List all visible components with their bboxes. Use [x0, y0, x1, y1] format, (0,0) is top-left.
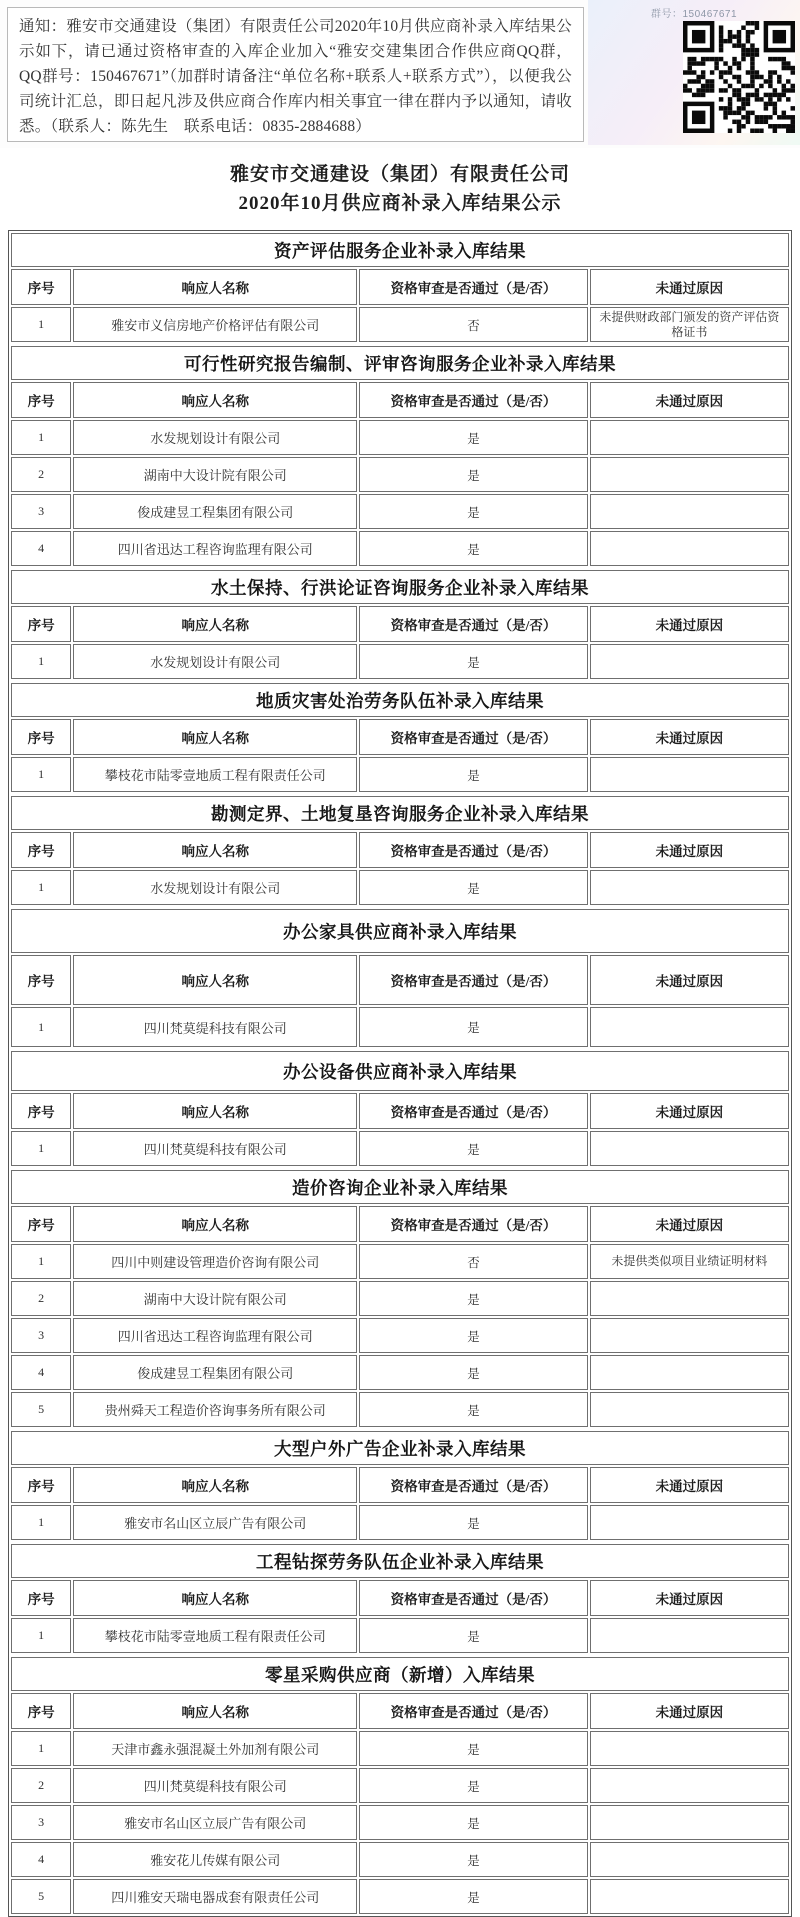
section-table — [9, 681, 791, 794]
column-header: 未通过原因 — [590, 1693, 789, 1729]
table-row — [11, 1842, 789, 1877]
row-index-cell: 5 — [11, 1879, 71, 1914]
fail-reason-cell — [590, 1131, 789, 1166]
row-index-cell: 3 — [11, 494, 71, 529]
company-name-cell: 四川雅安天瑞电器成套有限责任公司 — [73, 1879, 357, 1914]
column-header: 响应人名称 — [73, 606, 357, 642]
fail-reason-cell — [590, 1505, 789, 1540]
section-title: 大型户外广告企业补录入库结果 — [11, 1431, 789, 1465]
review-result-cell: 是 — [359, 531, 588, 566]
fail-reason-cell — [590, 494, 789, 529]
review-result-cell: 是 — [359, 1355, 588, 1390]
column-header: 资格审查是否通过（是/否） — [359, 832, 588, 868]
review-result-cell: 是 — [359, 457, 588, 492]
section-table — [9, 568, 791, 681]
section-table — [9, 1049, 791, 1168]
table-row — [11, 757, 789, 792]
qr-panel — [588, 0, 800, 145]
company-name-cell: 四川梵莫缇科技有限公司 — [73, 1131, 357, 1166]
column-header: 未通过原因 — [590, 1206, 789, 1242]
column-header: 资格审查是否通过（是/否） — [359, 1093, 588, 1129]
column-header: 未通过原因 — [590, 832, 789, 868]
row-index-cell: 2 — [11, 457, 71, 492]
table-row — [11, 1768, 789, 1803]
row-index-cell: 1 — [11, 1244, 71, 1279]
company-name-cell: 天津市鑫永强混凝土外加剂有限公司 — [73, 1731, 357, 1766]
company-name-cell: 湖南中大设计院有限公司 — [73, 1281, 357, 1316]
section-title: 工程钻探劳务队伍企业补录入库结果 — [11, 1544, 789, 1578]
review-result-cell: 是 — [359, 1805, 588, 1840]
column-header: 序号 — [11, 1467, 71, 1503]
row-index-cell: 1 — [11, 420, 71, 455]
column-header: 响应人名称 — [73, 382, 357, 418]
column-header: 序号 — [11, 606, 71, 642]
column-header: 序号 — [11, 955, 71, 1005]
company-name-cell: 湖南中大设计院有限公司 — [73, 457, 357, 492]
row-index-cell: 1 — [11, 1007, 71, 1047]
table-row — [11, 1244, 789, 1279]
column-header: 响应人名称 — [73, 1467, 357, 1503]
table-row — [11, 644, 789, 679]
row-index-cell: 1 — [11, 644, 71, 679]
review-result-cell: 是 — [359, 1731, 588, 1766]
column-header: 响应人名称 — [73, 1206, 357, 1242]
fail-reason-cell — [590, 1842, 789, 1877]
table-row — [11, 1879, 789, 1914]
section-table — [9, 344, 791, 568]
row-index-cell: 5 — [11, 1392, 71, 1427]
results-table-wrap — [8, 230, 792, 1917]
table-row — [11, 457, 789, 492]
column-header: 未通过原因 — [590, 955, 789, 1005]
row-index-cell: 1 — [11, 1131, 71, 1166]
notice-box — [7, 7, 584, 142]
section-title: 办公设备供应商补录入库结果 — [11, 1051, 789, 1091]
section-title: 办公家具供应商补录入库结果 — [11, 909, 789, 953]
fail-reason-cell — [590, 870, 789, 905]
fail-reason-cell — [590, 644, 789, 679]
review-result-cell: 是 — [359, 870, 588, 905]
table-row — [11, 1318, 789, 1353]
table-row — [11, 531, 789, 566]
column-header: 资格审查是否通过（是/否） — [359, 382, 588, 418]
row-index-cell: 1 — [11, 307, 71, 342]
qr-group-number-label: 群号：150467671 — [650, 9, 738, 20]
review-result-cell: 是 — [359, 1879, 588, 1914]
doc-title-line2: 2020年10月供应商补录入库结果公示 — [238, 193, 562, 214]
company-name-cell: 贵州舜天工程造价咨询事务所有限公司 — [73, 1392, 357, 1427]
fail-reason-cell — [590, 1618, 789, 1653]
review-result-cell: 是 — [359, 1842, 588, 1877]
review-result-cell: 否 — [359, 1244, 588, 1279]
company-name-cell: 水发规划设计有限公司 — [73, 644, 357, 679]
table-row — [11, 1131, 789, 1166]
company-name-cell: 雅安花儿传媒有限公司 — [73, 1842, 357, 1877]
column-header: 未通过原因 — [590, 606, 789, 642]
fail-reason-cell — [590, 1318, 789, 1353]
column-header: 未通过原因 — [590, 269, 789, 305]
qr-code — [683, 21, 795, 133]
section-title: 勘测定界、土地复垦咨询服务企业补录入库结果 — [11, 796, 789, 830]
fail-reason-cell — [590, 531, 789, 566]
column-header: 未通过原因 — [590, 1093, 789, 1129]
section-table — [9, 1429, 791, 1542]
row-index-cell: 1 — [11, 1618, 71, 1653]
section-title: 可行性研究报告编制、评审咨询服务企业补录入库结果 — [11, 346, 789, 380]
column-header: 序号 — [11, 1693, 71, 1729]
row-index-cell: 1 — [11, 1505, 71, 1540]
review-result-cell: 是 — [359, 1281, 588, 1316]
section-table — [9, 1168, 791, 1429]
company-name-cell: 雅安市义信房地产价格评估有限公司 — [73, 307, 357, 342]
row-index-cell: 4 — [11, 531, 71, 566]
review-result-cell: 是 — [359, 1505, 588, 1540]
fail-reason-cell: 未提供财政部门颁发的资产评估资格证书 — [590, 307, 789, 342]
column-header: 资格审查是否通过（是/否） — [359, 719, 588, 755]
review-result-cell: 是 — [359, 1131, 588, 1166]
column-header: 资格审查是否通过（是/否） — [359, 1206, 588, 1242]
table-row — [11, 1281, 789, 1316]
company-name-cell: 四川中则建设管理造价咨询有限公司 — [73, 1244, 357, 1279]
fail-reason-cell — [590, 1281, 789, 1316]
section-table — [9, 1542, 791, 1655]
section-table — [9, 231, 791, 344]
company-name-cell: 俊成建昱工程集团有限公司 — [73, 494, 357, 529]
review-result-cell: 是 — [359, 1007, 588, 1047]
fail-reason-cell — [590, 420, 789, 455]
section-title: 零星采购供应商（新增）入库结果 — [11, 1657, 789, 1691]
section-title: 水土保持、行洪论证咨询服务企业补录入库结果 — [11, 570, 789, 604]
top-banner — [0, 0, 800, 148]
section-table — [9, 1655, 791, 1916]
fail-reason-cell — [590, 1355, 789, 1390]
document-body — [0, 148, 800, 1917]
row-index-cell: 2 — [11, 1281, 71, 1316]
column-header: 未通过原因 — [590, 719, 789, 755]
company-name-cell: 水发规划设计有限公司 — [73, 420, 357, 455]
column-header: 响应人名称 — [73, 1580, 357, 1616]
fail-reason-cell — [590, 1768, 789, 1803]
table-row — [11, 1805, 789, 1840]
doc-title-line1: 雅安市交通建设（集团）有限责任公司 — [229, 164, 570, 185]
review-result-cell: 否 — [359, 307, 588, 342]
company-name-cell: 四川省迅达工程咨询监理有限公司 — [73, 531, 357, 566]
column-header: 未通过原因 — [590, 382, 789, 418]
company-name-cell: 攀枝花市陆零壹地质工程有限责任公司 — [73, 757, 357, 792]
company-name-cell: 水发规划设计有限公司 — [73, 870, 357, 905]
column-header: 资格审查是否通过（是/否） — [359, 1580, 588, 1616]
review-result-cell: 是 — [359, 494, 588, 529]
row-index-cell: 4 — [11, 1842, 71, 1877]
column-header: 资格审查是否通过（是/否） — [359, 269, 588, 305]
column-header: 未通过原因 — [590, 1467, 789, 1503]
row-index-cell: 3 — [11, 1805, 71, 1840]
row-index-cell: 1 — [11, 757, 71, 792]
fail-reason-cell: 未提供类似项目业绩证明材料 — [590, 1244, 789, 1279]
company-name-cell: 雅安市名山区立辰广告有限公司 — [73, 1805, 357, 1840]
column-header: 响应人名称 — [73, 719, 357, 755]
company-name-cell: 四川省迅达工程咨询监理有限公司 — [73, 1318, 357, 1353]
table-row — [11, 1505, 789, 1540]
fail-reason-cell — [590, 457, 789, 492]
review-result-cell: 是 — [359, 1618, 588, 1653]
column-header: 序号 — [11, 832, 71, 868]
table-row — [11, 494, 789, 529]
fail-reason-cell — [590, 757, 789, 792]
row-index-cell: 3 — [11, 1318, 71, 1353]
table-row — [11, 1392, 789, 1427]
column-header: 序号 — [11, 1580, 71, 1616]
column-header: 序号 — [11, 1206, 71, 1242]
fail-reason-cell — [590, 1007, 789, 1047]
row-index-cell: 1 — [11, 870, 71, 905]
notice-text: 通知：雅安市交通建设（集团）有限责任公司2020年10月供应商补录入库结果公示如下，请已通过资格审查的入库企业加入“雅安交建集团合作供应商QQ群，QQ群号：150467671”（加群时请备注“单位名称+联系人+联系方式”），以便我公司统计汇总，即日起凡涉及供应商合作库内相关事宜一律在群内予以通知，请收悉。（联系人：陈先生 联系电话：0835-2884688） — [19, 18, 572, 135]
review-result-cell: 是 — [359, 1392, 588, 1427]
table-row — [11, 420, 789, 455]
column-header: 资格审查是否通过（是/否） — [359, 955, 588, 1005]
row-index-cell: 2 — [11, 1768, 71, 1803]
column-header: 响应人名称 — [73, 1693, 357, 1729]
section-title: 地质灾害处治劳务队伍补录入库结果 — [11, 683, 789, 717]
fail-reason-cell — [590, 1392, 789, 1427]
table-row — [11, 1007, 789, 1047]
column-header: 资格审查是否通过（是/否） — [359, 1467, 588, 1503]
company-name-cell: 四川梵莫缇科技有限公司 — [73, 1768, 357, 1803]
review-result-cell: 是 — [359, 1768, 588, 1803]
column-header: 响应人名称 — [73, 1093, 357, 1129]
column-header: 序号 — [11, 1093, 71, 1129]
column-header: 资格审查是否通过（是/否） — [359, 1693, 588, 1729]
review-result-cell: 是 — [359, 1318, 588, 1353]
table-row — [11, 1355, 789, 1390]
section-title: 资产评估服务企业补录入库结果 — [11, 233, 789, 267]
table-row — [11, 870, 789, 905]
table-row — [11, 1731, 789, 1766]
column-header: 响应人名称 — [73, 832, 357, 868]
company-name-cell: 雅安市名山区立辰广告有限公司 — [73, 1505, 357, 1540]
row-index-cell: 4 — [11, 1355, 71, 1390]
column-header: 序号 — [11, 269, 71, 305]
company-name-cell: 攀枝花市陆零壹地质工程有限责任公司 — [73, 1618, 357, 1653]
column-header: 响应人名称 — [73, 269, 357, 305]
company-name-cell: 四川梵莫缇科技有限公司 — [73, 1007, 357, 1047]
fail-reason-cell — [590, 1879, 789, 1914]
company-name-cell: 俊成建昱工程集团有限公司 — [73, 1355, 357, 1390]
column-header: 序号 — [11, 719, 71, 755]
fail-reason-cell — [590, 1731, 789, 1766]
row-index-cell: 1 — [11, 1731, 71, 1766]
review-result-cell: 是 — [359, 644, 588, 679]
section-title: 造价咨询企业补录入库结果 — [11, 1170, 789, 1204]
table-row — [11, 1618, 789, 1653]
column-header: 序号 — [11, 382, 71, 418]
review-result-cell: 是 — [359, 420, 588, 455]
section-table — [9, 907, 791, 1049]
table-row — [11, 307, 789, 342]
column-header: 响应人名称 — [73, 955, 357, 1005]
column-header: 未通过原因 — [590, 1580, 789, 1616]
fail-reason-cell — [590, 1805, 789, 1840]
review-result-cell: 是 — [359, 757, 588, 792]
column-header: 资格审查是否通过（是/否） — [359, 606, 588, 642]
section-table — [9, 794, 791, 907]
